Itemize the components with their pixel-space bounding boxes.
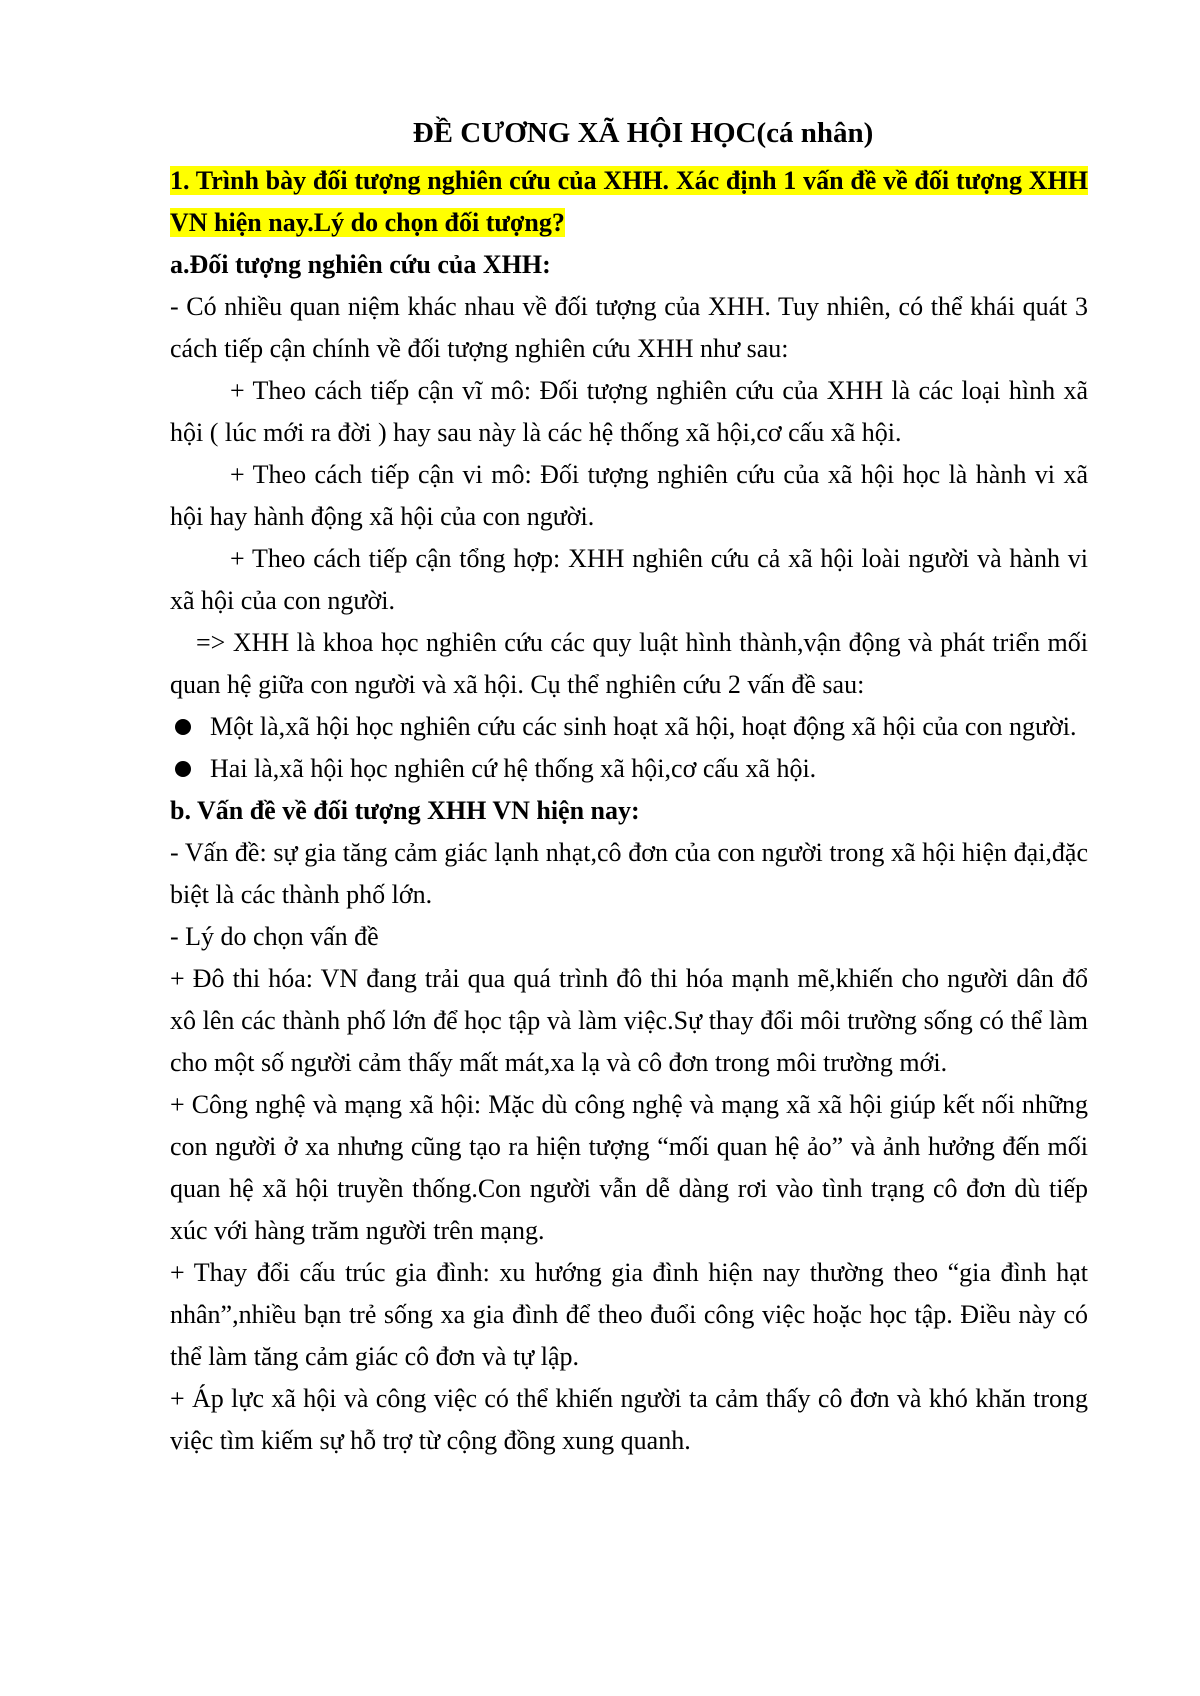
bullet-icon xyxy=(170,748,210,790)
question-highlight: 1. Trình bày đối tượng nghiên cứu của XHH. Xác định 1 vấn đề về đối tượng XHH VN hiện nay.Lý do chọn đối tượng? xyxy=(170,166,1088,237)
reason-social-pressure: + Áp lực xã hội và công việc có thể khiến người ta cảm thấy cô đơn và khó khăn trong việc tìm kiếm sự hỗ trợ từ cộng đồng xung quanh. xyxy=(170,1384,1088,1455)
question-block xyxy=(170,160,1088,244)
document-title: ĐỀ CƯƠNG XÃ HỘI HỌC(cá nhân) xyxy=(412,117,874,149)
reason-technology: + Công nghệ và mạng xã hội: Mặc dù công nghệ và mạng xã xã hội giúp kết nối những con người ở xa nhưng cũng tạo ra hiện tượng “mối quan hệ ảo” và ảnh hưởng đến mối quan hệ xã hội truyền thống.Con người vẫn dễ dàng rơi vào tình trạng cô đơn dù tiếp xúc với hàng trăm người trên mạng. xyxy=(170,1090,1088,1245)
approach-micro: + Theo cách tiếp cận vi mô: Đối tượng nghiên cứu của xã hội học là hành vi xã hội hay hành động xã hội của con người. xyxy=(170,460,1088,531)
document-page xyxy=(170,108,1088,1462)
list-item-text: Một là,xã hội học nghiên cứu các sinh hoạt xã hội, hoạt động xã hội của con người. xyxy=(210,712,1077,741)
section-a-heading: a.Đối tượng nghiên cứu của XHH: xyxy=(170,250,551,279)
section-a-intro: - Có nhiều quan niệm khác nhau về đối tượng của XHH. Tuy nhiên, có thể khái quát 3 cách tiếp cận chính về đối tượng nghiên cứu XHH như sau: xyxy=(170,292,1088,363)
reason-heading: - Lý do chọn vấn đề xyxy=(170,922,379,951)
list-item-text: Hai là,xã hội học nghiên cứ hệ thống xã hội,cơ cấu xã hội. xyxy=(210,754,817,783)
list-item xyxy=(170,706,1088,748)
approach-macro: + Theo cách tiếp cận vĩ mô: Đối tượng nghiên cứu của XHH là các loại hình xã hội ( lúc mới ra đời ) hay sau này là các hệ thống xã hội,cơ cấu xã hội. xyxy=(170,376,1088,447)
section-b-issue: - Vấn đề: sự gia tăng cảm giác lạnh nhạt,cô đơn của con người trong xã hội hiện đại,đặc biệt là các thành phố lớn. xyxy=(170,838,1088,909)
reason-family-structure: + Thay đổi cấu trúc gia đình: xu hướng gia đình hiện nay thường theo “gia đình hạt nhân”,nhiều bạn trẻ sống xa gia đình để theo đuổi công việc hoặc học tập. Điều này có thể làm tăng cảm giác cô đơn và tự lập. xyxy=(170,1258,1088,1371)
approach-combined: + Theo cách tiếp cận tổng hợp: XHH nghiên cứu cả xã hội loài người và hành vi xã hội của con người. xyxy=(170,544,1088,615)
section-a-conclusion: => XHH là khoa học nghiên cứu các quy luật hình thành,vận động và phát triển mối quan hệ giữa con người và xã hội. Cụ thể nghiên cứu 2 vấn đề sau: xyxy=(170,628,1088,699)
bullet-icon xyxy=(170,706,210,748)
section-b-heading: b. Vấn đề về đối tượng XHH VN hiện nay: xyxy=(170,796,640,825)
list-item xyxy=(170,748,1088,790)
reason-urbanization: + Đô thi hóa: VN đang trải qua quá trình đô thi hóa mạnh mẽ,khiến cho người dân đổ xô lên các thành phố lớn để học tập và làm việc.Sự thay đổi môi trường sống có thể làm cho một số người cảm thấy mất mát,xa lạ và cô đơn trong môi trường mới. xyxy=(170,964,1088,1077)
